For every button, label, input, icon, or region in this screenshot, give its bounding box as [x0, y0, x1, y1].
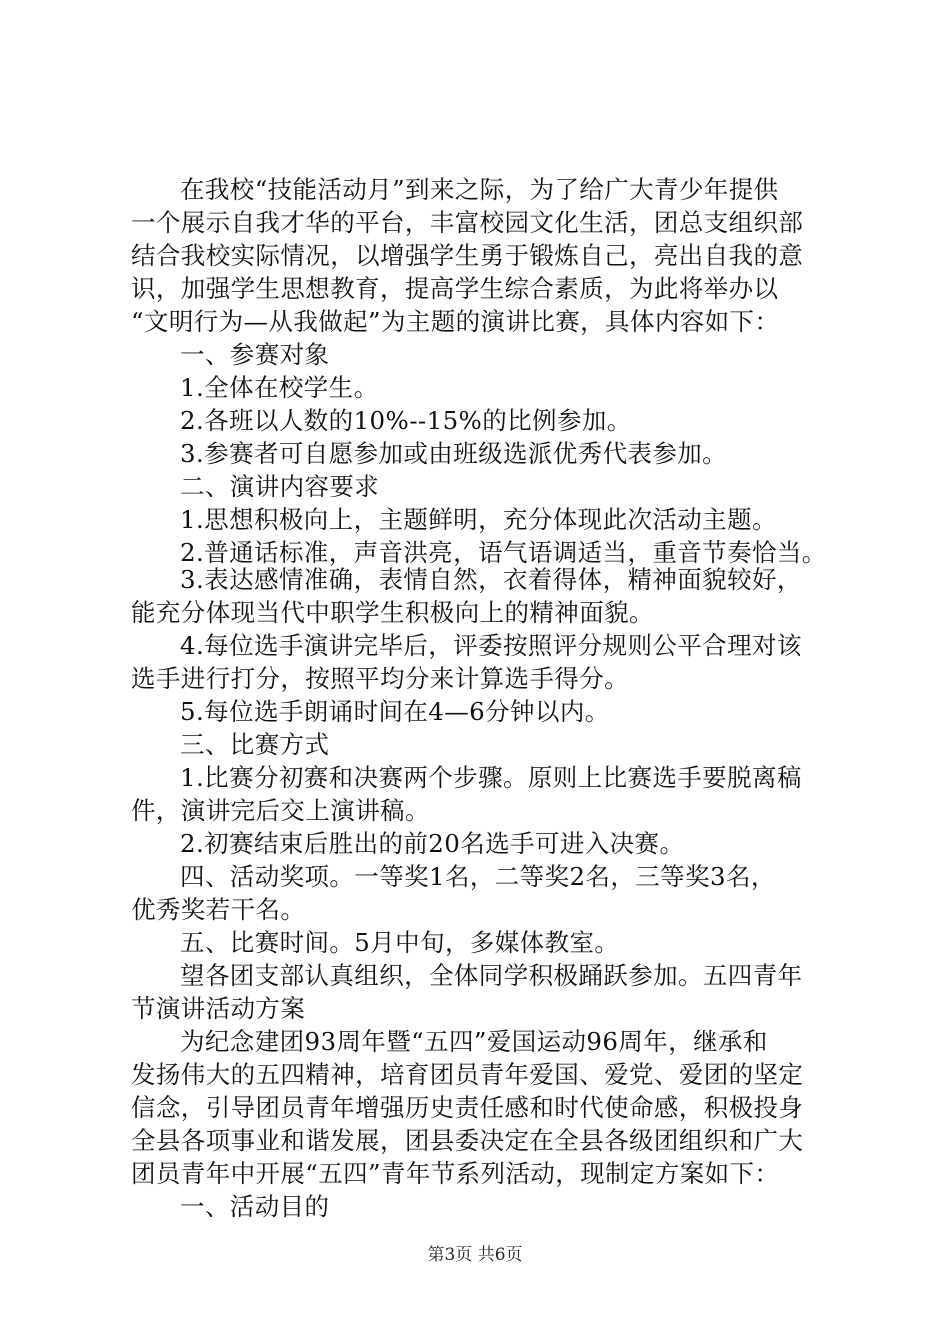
page-indicator: 第3页 共6页: [427, 1245, 523, 1265]
list-item: 1.比赛分初赛和决赛两个步骤。原则上比赛选手要脱离稿: [180, 763, 802, 792]
section-heading: 五、比赛时间。5月中旬，多媒体教室。: [180, 928, 620, 957]
section-heading: 一、活动目的: [180, 1192, 330, 1221]
paragraph-line: 望各团支部认真组织，全体同学积极踊跃参加。五四青年: [180, 961, 803, 990]
paragraph-line: 结合我校实际情况，以增强学生勇于锻炼自己，亮出自我的意: [131, 241, 804, 270]
list-item: 5.每位选手朗诵时间在4—6分钟以内。: [180, 697, 610, 726]
paragraph-line: 选手进行打分，按照平均分来计算选手得分。: [131, 664, 629, 693]
list-item: 3.参赛者可自愿参加或由班级选派优秀代表参加。: [180, 439, 728, 468]
section-heading: 三、比赛方式: [180, 730, 330, 759]
section-heading: 四、活动奖项。一等奖1名，二等奖2名，三等奖3名，: [180, 862, 776, 891]
paragraph-line: 一个展示自我才华的平台，丰富校园文化生活，团总支组织部: [131, 208, 804, 237]
paragraph-line: 优秀奖若干名。: [131, 895, 306, 924]
paragraph-line: 节演讲活动方案: [131, 994, 306, 1023]
paragraph-line: “文明行为—从我做起”为主题的演讲比赛，具体内容如下：: [131, 307, 780, 336]
paragraph-line: 团员青年中开展“五四”青年节系列活动，现制定方案如下：: [131, 1159, 780, 1188]
paragraph-line: 信念，引导团员青年增强历史责任感和时代使命感，积极投身: [131, 1093, 804, 1122]
paragraph-line: 能充分体现当代中职学生积极向上的精神面貌。: [131, 598, 654, 627]
list-item: 2.普通话标准，声音洪亮，语气语调适当，重音节奏恰当。: [180, 538, 827, 567]
list-item: 3.表达感情准确，表情自然，衣着得体，精神面貌较好，: [180, 565, 802, 594]
paragraph-line: 在我校“技能活动月”到来之际，为了给广大青少年提供: [180, 175, 779, 204]
list-item: 1.全体在校学生。: [180, 373, 379, 402]
section-heading: 一、参赛对象: [180, 340, 330, 369]
list-item: 2.初赛结束后胜出的前20名选手可进入决赛。: [180, 829, 685, 858]
section-heading: 二、演讲内容要求: [180, 472, 380, 501]
paragraph-line: 为纪念建团93周年暨“五四”爱国运动96周年，继承和: [180, 1027, 768, 1056]
list-item: 1.思想积极向上，主题鲜明，充分体现此次活动主题。: [180, 505, 777, 534]
paragraph-line: 件，演讲完后交上演讲稿。: [131, 796, 430, 825]
list-item: 2.各班以人数的10%--15%的比例参加。: [180, 406, 632, 435]
paragraph-line: 全县各项事业和谐发展，团县委决定在全县各级团组织和广大: [131, 1126, 804, 1155]
list-item: 4.每位选手演讲完毕后，评委按照评分规则公平合理对该: [180, 631, 802, 660]
paragraph-line: 发扬伟大的五四精神，培育团员青年爱国、爱党、爱团的坚定: [131, 1060, 804, 1089]
paragraph-line: 识，加强学生思想教育，提高学生综合素质，为此将举办以: [131, 274, 779, 303]
